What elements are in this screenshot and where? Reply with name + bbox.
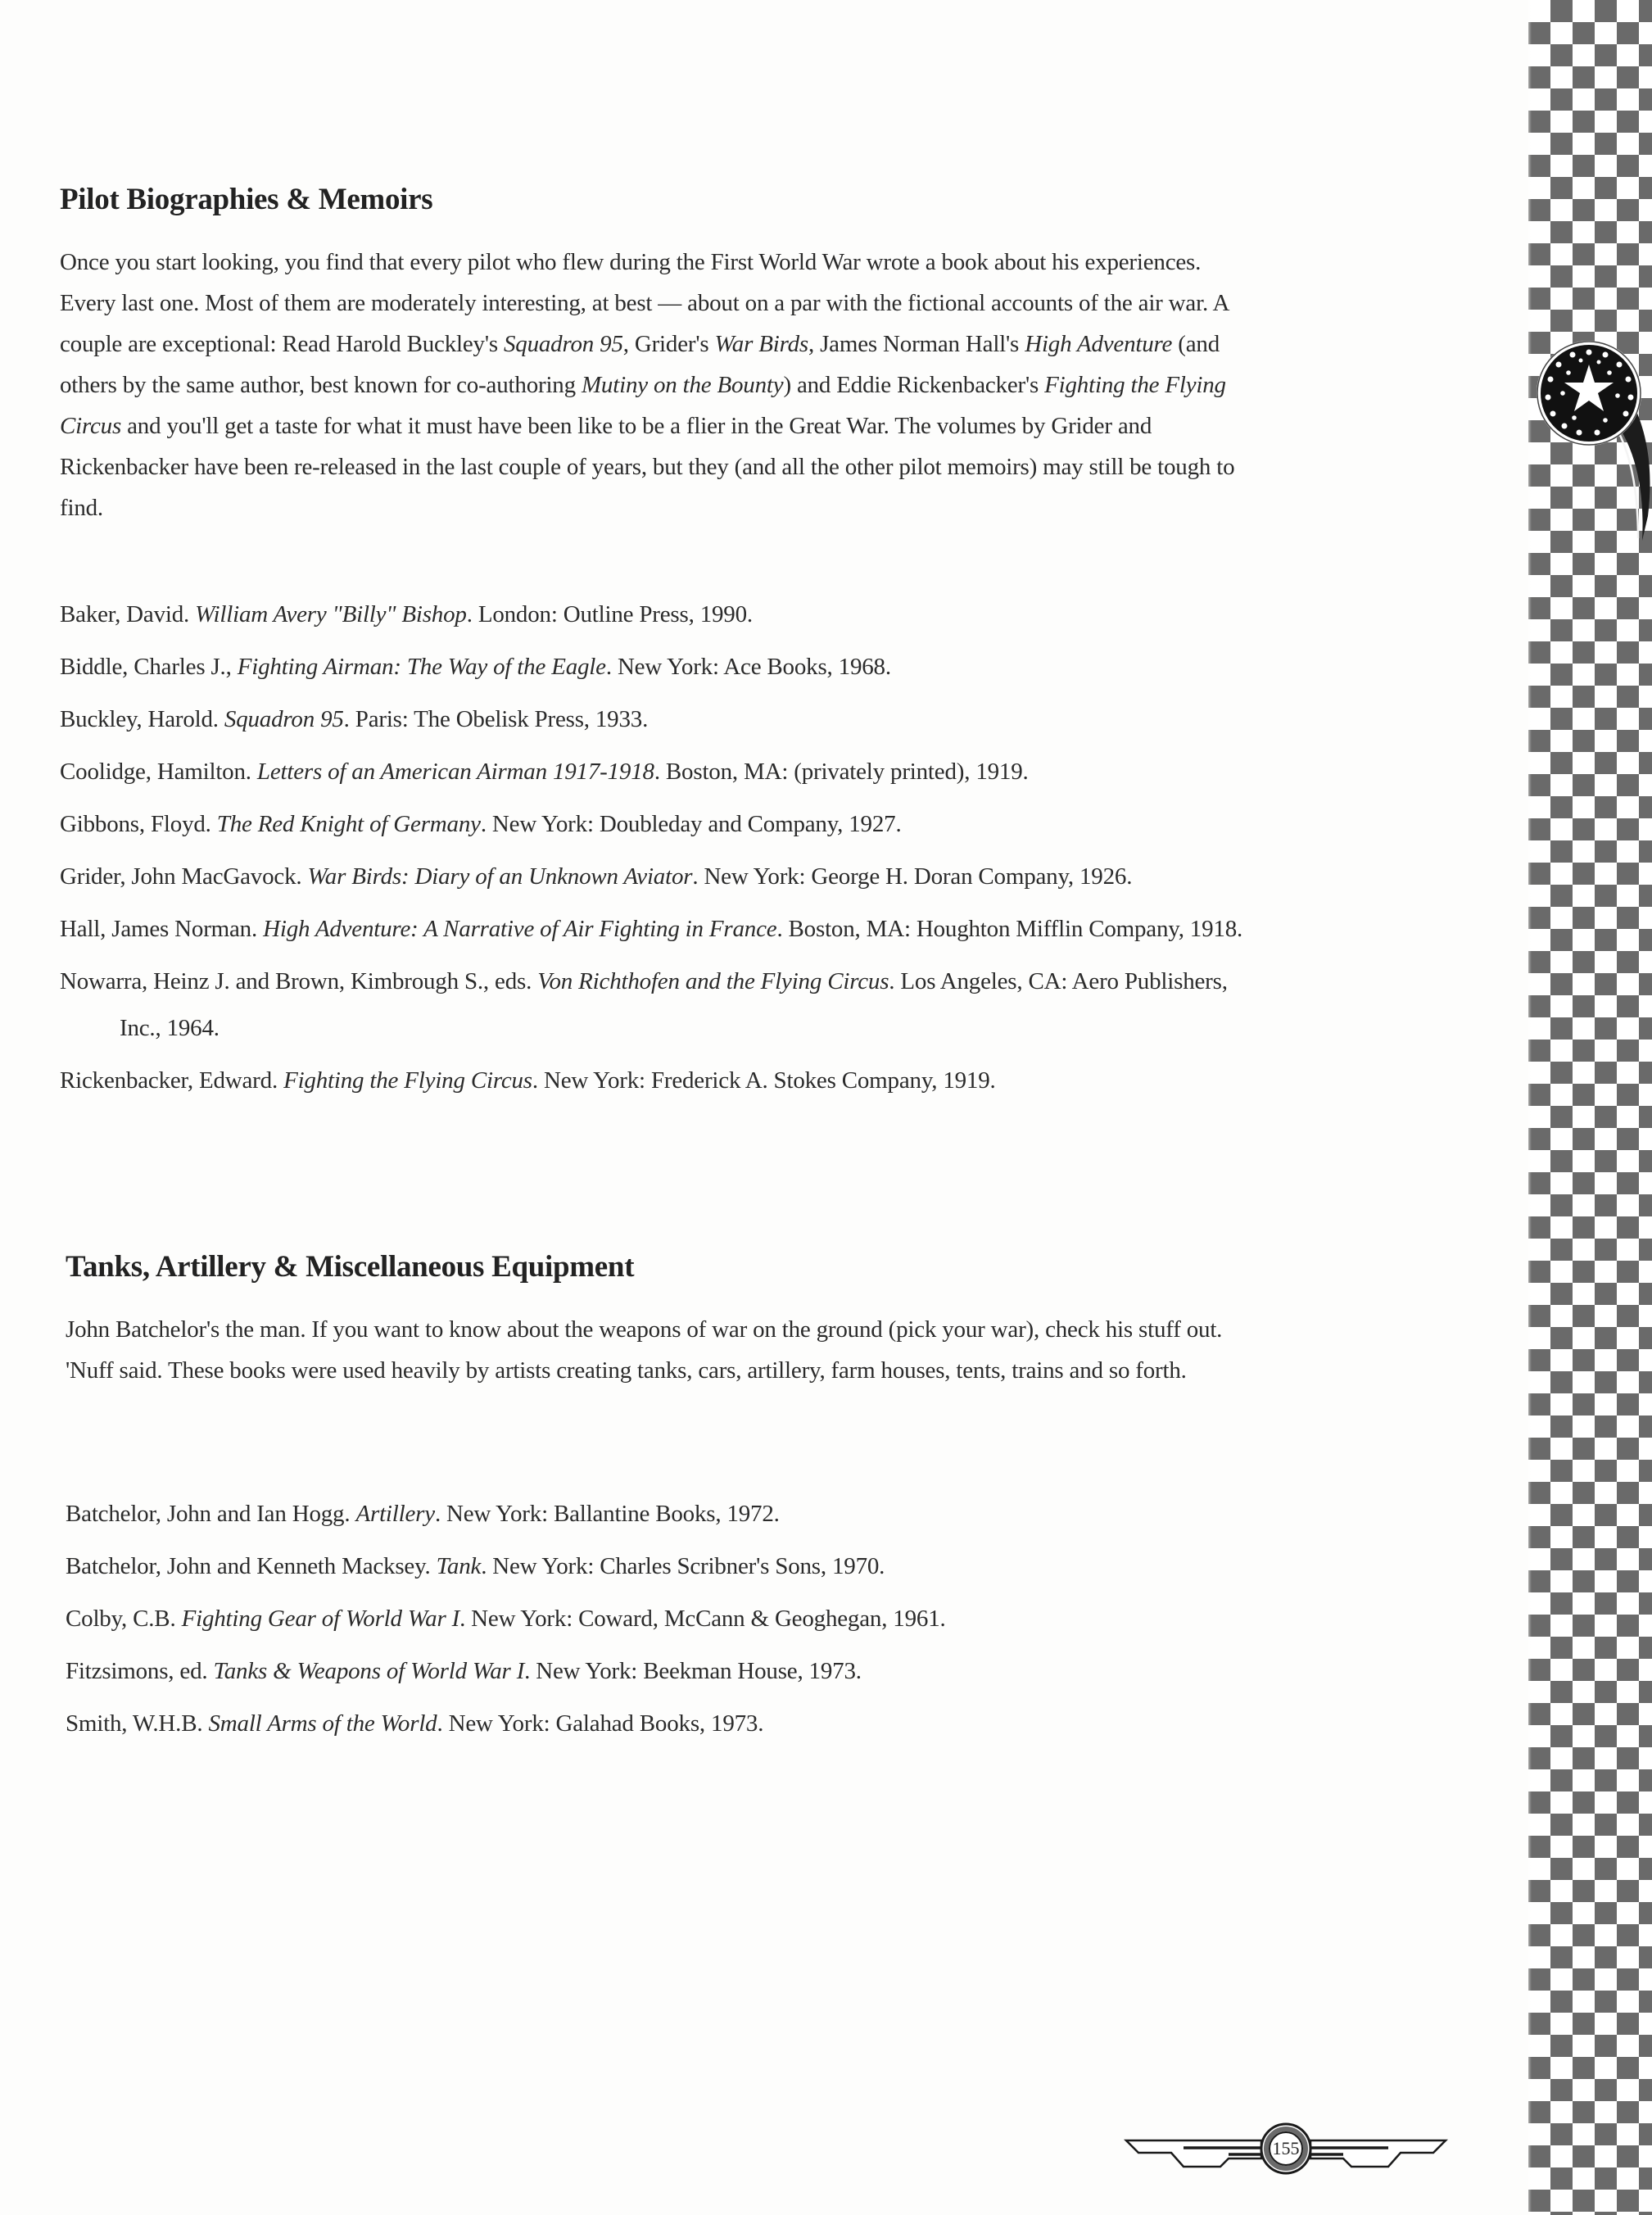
bibliography-entry <box>66 1543 1270 1590</box>
entry-title: Fighting Gear of World War I <box>181 1606 460 1632</box>
entry-title: Fighting the Flying Circus <box>283 1067 532 1094</box>
entry-title: Squadron 95 <box>224 706 344 732</box>
entry-publication: . Los Angeles, CA: Aero Publishers, Inc., 1964. <box>120 968 1228 1041</box>
entry-publication: . New York: Ace Books, 1968. <box>605 654 891 680</box>
bibliography-entry <box>60 801 1264 848</box>
intro-title: High Adventure <box>1025 331 1173 357</box>
bibliography-entry <box>60 906 1264 953</box>
entry-publication: . New York: Charles Scribner's Sons, 1970. <box>481 1553 885 1579</box>
bibliography-entry <box>66 1596 1270 1642</box>
page-number-ornament <box>1122 2116 1450 2181</box>
bibliography-list-pilot-biographies <box>60 591 1264 1110</box>
entry-publication: . London: Outline Press, 1990. <box>466 601 753 627</box>
page-number: 155 <box>1272 2138 1300 2158</box>
entry-publication: . New York: Frederick A. Stokes Company, 1919. <box>532 1067 996 1094</box>
intro-title: Mutiny on the Bounty <box>581 372 784 398</box>
section-heading-pilot-biographies: Pilot Biographies & Memoirs <box>60 183 433 216</box>
entry-author: Smith, W.H.B. <box>66 1710 203 1737</box>
bibliography-entry <box>66 1491 1270 1538</box>
entry-author: Coolidge, Hamilton. <box>60 759 251 785</box>
section-heading-tanks-artillery: Tanks, Artillery & Miscellaneous Equipment <box>66 1250 635 1284</box>
intro-text: , Grider's <box>622 331 715 357</box>
section-intro-tanks-artillery <box>66 1309 1253 1391</box>
entry-author: Rickenbacker, Edward. <box>60 1067 278 1094</box>
intro-title: Fighting the Flying Circus <box>60 372 1226 439</box>
entry-author: Buckley, Harold. <box>60 706 219 732</box>
intro-text: (and others by the same author, best known for co-authoring <box>60 331 1220 398</box>
entry-author: Batchelor, John and Kenneth Macksey. <box>66 1553 431 1579</box>
entry-publication: . Boston, MA: (privately printed), 1919. <box>654 759 1029 785</box>
entry-title: Artillery <box>355 1501 435 1527</box>
star-circle-comet-icon <box>1523 324 1652 553</box>
entry-publication: . New York: Coward, McCann & Geoghegan, 1961. <box>459 1606 946 1632</box>
intro-text: Once you start looking, you find that every pilot who flew during the First World War wrote a book about his experiences. Every last one. Most of them are moderately interesting, at best — about on a par with the fictional accounts of the air war. A couple are exceptional: Read Harold Buckley's <box>60 249 1229 357</box>
entry-title: Fighting Airman: The Way of the Eagle <box>237 654 606 680</box>
bibliography-entry <box>66 1648 1270 1695</box>
entry-publication: . New York: Beekman House, 1973. <box>524 1658 862 1684</box>
entry-author: Hall, James Norman. <box>60 916 258 942</box>
bibliography-list-tanks-artillery <box>66 1491 1270 1753</box>
entry-title: The Red Knight of Germany <box>216 811 481 837</box>
entry-author: Colby, C.B. <box>66 1606 176 1632</box>
entry-author: Nowarra, Heinz J. and Brown, Kimbrough S., eds. <box>60 968 532 994</box>
entry-publication: . Boston, MA: Houghton Mifflin Company, 1918. <box>776 916 1243 942</box>
entry-author: Grider, John MacGavock. <box>60 863 302 890</box>
bibliography-entry <box>60 749 1264 795</box>
entry-title: Letters of an American Airman 1917-1918 <box>256 759 654 785</box>
entry-title: Tank <box>436 1553 482 1579</box>
entry-publication: . New York: George H. Doran Company, 1926. <box>692 863 1133 890</box>
entry-title: Small Arms of the World <box>208 1710 437 1737</box>
intro-text: John Batchelor's the man. If you want to know about the weapons of war on the ground (pick your war), check his stuff out. 'Nuff said. These books were used heavily by artists creating tanks, cars, artillery, farm houses, tents, trains and so forth. <box>66 1316 1223 1384</box>
bibliography-entry <box>60 854 1264 900</box>
intro-text: ) and Eddie Rickenbacker's <box>783 372 1045 398</box>
entry-author: Gibbons, Floyd. <box>60 811 211 837</box>
entry-title: High Adventure: A Narrative of Air Fighting in France <box>263 916 777 942</box>
intro-title: War Birds <box>714 331 808 357</box>
intro-text: , James Norman Hall's <box>808 331 1025 357</box>
entry-author: Biddle, Charles J., <box>60 654 232 680</box>
bibliography-entry <box>60 1058 1264 1104</box>
intro-text: and you'll get a taste for what it must have been like to be a flier in the Great War. The volumes by Grider and Rickenbacker have been re-released in the last couple of years, but they (and all the other pilot memoirs) may still be tough to find. <box>60 413 1235 521</box>
entry-publication: . New York: Ballantine Books, 1972. <box>434 1501 780 1527</box>
entry-publication: . New York: Galahad Books, 1973. <box>437 1710 764 1737</box>
entry-title: William Avery "Billy" Bishop <box>195 601 467 627</box>
bibliography-entry <box>60 958 1264 1052</box>
bibliography-entry <box>60 591 1264 638</box>
entry-author: Baker, David. <box>60 601 190 627</box>
entry-author: Batchelor, John and Ian Hogg. <box>66 1501 351 1527</box>
entry-title: Von Richthofen and the Flying Circus <box>537 968 889 994</box>
section-intro-pilot-biographies <box>60 242 1247 528</box>
bibliography-entry <box>66 1701 1270 1747</box>
entry-title: Tanks & Weapons of World War I <box>213 1658 525 1684</box>
entry-publication: . Paris: The Obelisk Press, 1933. <box>343 706 649 732</box>
entry-author: Fitzsimons, ed. <box>66 1658 208 1684</box>
entry-title: War Birds: Diary of an Unknown Aviator <box>307 863 693 890</box>
bibliography-entry <box>60 644 1264 691</box>
entry-publication: . New York: Doubleday and Company, 1927. <box>480 811 902 837</box>
intro-title: Squadron 95 <box>503 331 623 357</box>
bibliography-entry <box>60 696 1264 743</box>
